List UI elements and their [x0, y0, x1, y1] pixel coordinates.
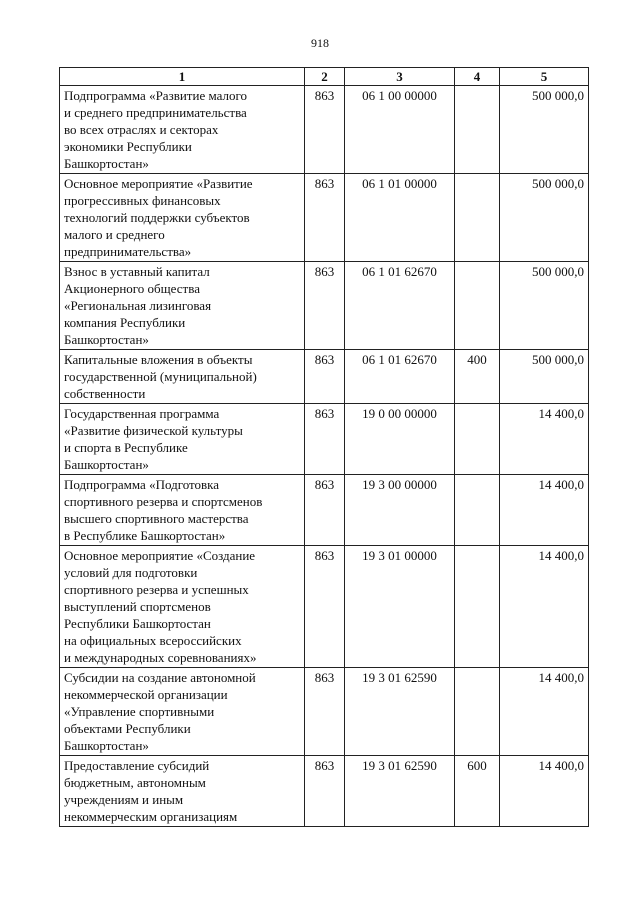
amount: 14 400,0 — [500, 756, 589, 827]
ministry-code: 863 — [305, 86, 345, 174]
item-name: Государственная программа «Развитие физической культуры и спорта в Республике Башкортостан» — [60, 404, 305, 475]
classification-code: 19 3 01 62590 — [345, 668, 455, 756]
ministry-code: 863 — [305, 756, 345, 827]
column-header-3: 3 — [345, 68, 455, 86]
expense-type — [455, 262, 500, 350]
column-header-5: 5 — [500, 68, 589, 86]
amount: 14 400,0 — [500, 546, 589, 668]
table-row — [60, 546, 589, 668]
expense-type — [455, 668, 500, 756]
classification-code: 06 1 01 00000 — [345, 174, 455, 262]
classification-code: 06 1 01 62670 — [345, 262, 455, 350]
item-name: Подпрограмма «Подготовка спортивного резерва и спортсменов высшего спортивного мастерства в Республике Башкортостан» — [60, 475, 305, 546]
amount: 14 400,0 — [500, 404, 589, 475]
table-header — [60, 68, 589, 86]
item-name: Основное мероприятие «Развитие прогрессивных финансовых технологий поддержки субъектов малого и среднего предпринимательства» — [60, 174, 305, 262]
expense-type — [455, 86, 500, 174]
item-name: Субсидии на создание автономной некоммерческой организации «Управление спортивными объектами Республики Башкортостан» — [60, 668, 305, 756]
header-row — [60, 68, 589, 86]
column-header-2: 2 — [305, 68, 345, 86]
item-name: Капитальные вложения в объекты государственной (муниципальной) собственности — [60, 350, 305, 404]
ministry-code: 863 — [305, 350, 345, 404]
item-name: Взнос в уставный капитал Акционерного общества «Региональная лизинговая компания Республики Башкортостан» — [60, 262, 305, 350]
item-name: Подпрограмма «Развитие малого и среднего предпринимательства во всех отраслях и секторах экономики Республики Башкортостан» — [60, 86, 305, 174]
classification-code: 19 3 01 00000 — [345, 546, 455, 668]
table-row — [60, 174, 589, 262]
item-name: Основное мероприятие «Создание условий для подготовки спортивного резерва и успешных выступлений спортсменов Республики Башкортостан на официальных всероссийских и международных соревнованиях» — [60, 546, 305, 668]
amount: 500 000,0 — [500, 262, 589, 350]
table-row — [60, 350, 589, 404]
amount: 14 400,0 — [500, 475, 589, 546]
table-row — [60, 262, 589, 350]
table-row — [60, 404, 589, 475]
expense-type — [455, 475, 500, 546]
table-row — [60, 86, 589, 174]
item-name: Предоставление субсидий бюджетным, автономным учреждениям и иным некоммерческим организациям — [60, 756, 305, 827]
expense-type: 600 — [455, 756, 500, 827]
table-row — [60, 756, 589, 827]
ministry-code: 863 — [305, 546, 345, 668]
expense-type — [455, 546, 500, 668]
expense-type: 400 — [455, 350, 500, 404]
budget-table — [59, 67, 589, 827]
column-header-1: 1 — [60, 68, 305, 86]
amount: 500 000,0 — [500, 86, 589, 174]
table-row — [60, 475, 589, 546]
ministry-code: 863 — [305, 174, 345, 262]
classification-code: 06 1 00 00000 — [345, 86, 455, 174]
expense-type — [455, 404, 500, 475]
amount: 500 000,0 — [500, 174, 589, 262]
classification-code: 19 3 00 00000 — [345, 475, 455, 546]
ministry-code: 863 — [305, 668, 345, 756]
amount: 500 000,0 — [500, 350, 589, 404]
classification-code: 06 1 01 62670 — [345, 350, 455, 404]
expense-type — [455, 174, 500, 262]
table-body — [60, 86, 589, 827]
classification-code: 19 3 01 62590 — [345, 756, 455, 827]
table-row — [60, 668, 589, 756]
classification-code: 19 0 00 00000 — [345, 404, 455, 475]
amount: 14 400,0 — [500, 668, 589, 756]
ministry-code: 863 — [305, 404, 345, 475]
ministry-code: 863 — [305, 475, 345, 546]
page-number: 918 — [311, 36, 329, 50]
column-header-4: 4 — [455, 68, 500, 86]
ministry-code: 863 — [305, 262, 345, 350]
